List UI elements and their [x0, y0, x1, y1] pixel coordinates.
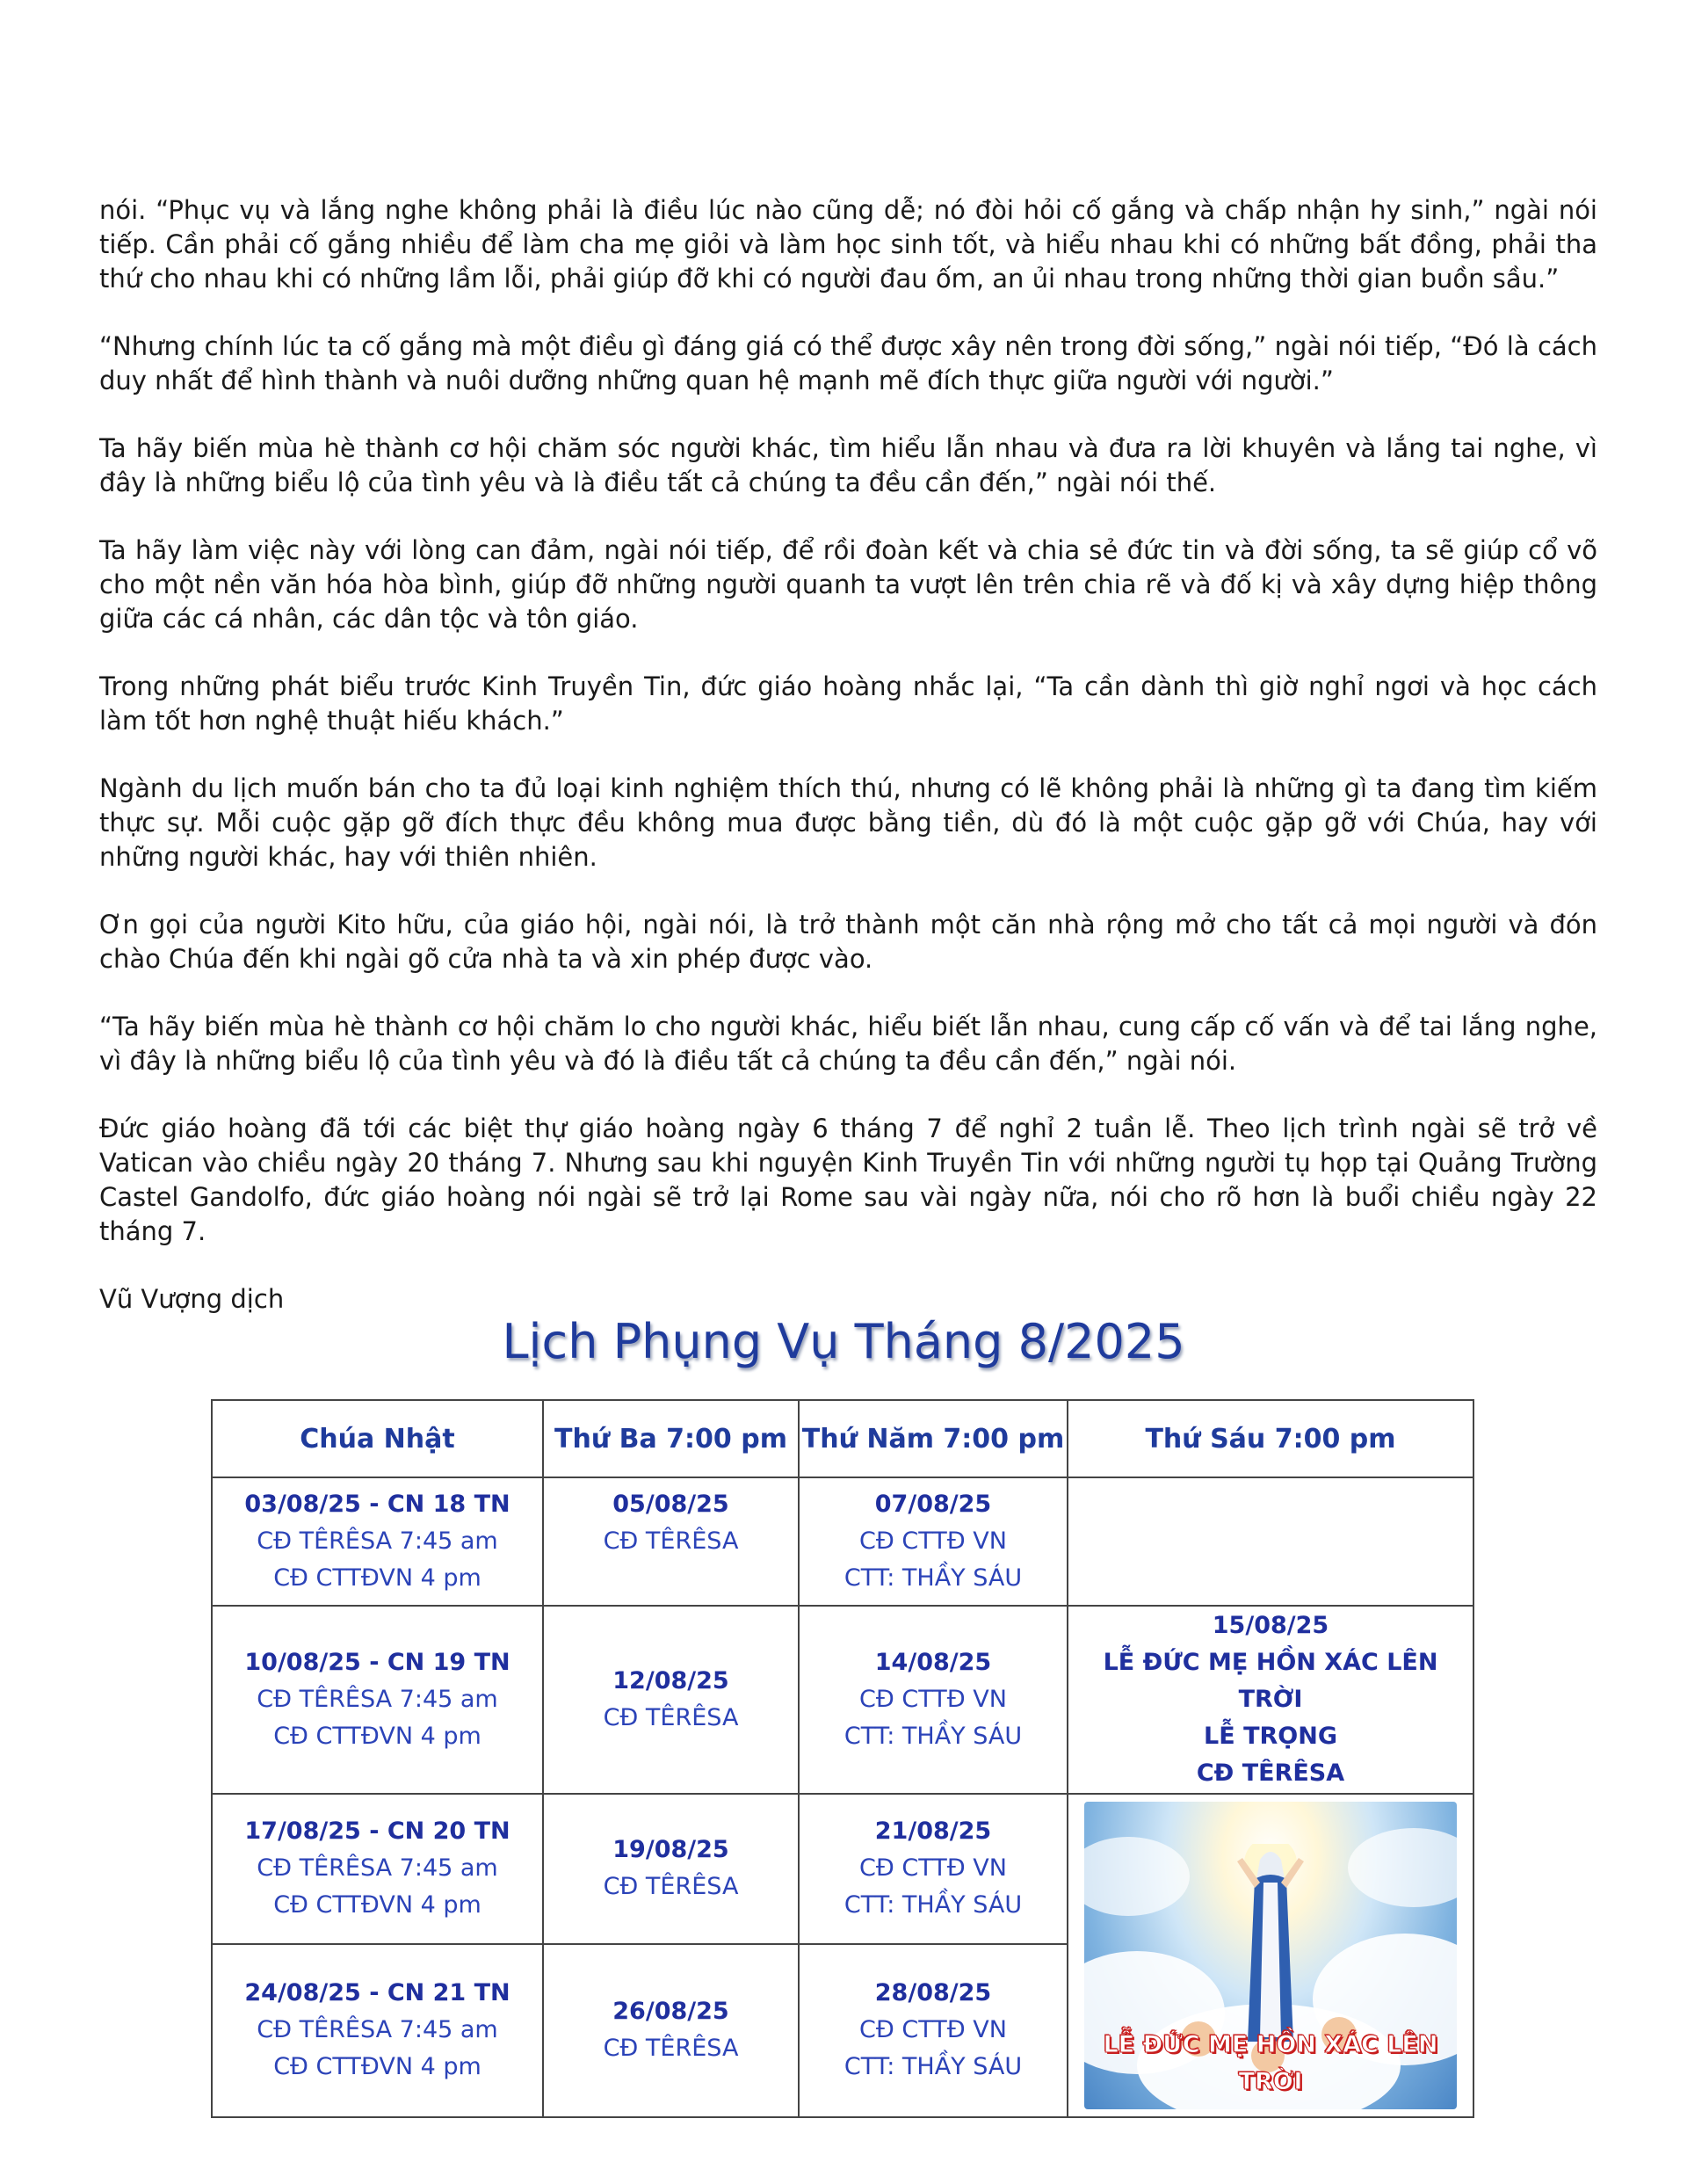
date-label: 17/08/25 - CN 20 TN	[244, 1818, 510, 1846]
date-label: 14/08/25	[874, 1649, 992, 1676]
translator-credit: Vũ Vượng dịch	[99, 1284, 285, 1314]
thursday-cell	[799, 1606, 1068, 1794]
mass-line: CĐ TÊRÊSA	[603, 1527, 739, 1555]
date-label: 15/08/25	[1212, 1612, 1329, 1639]
liturgy-calendar-table	[211, 1399, 1474, 2118]
image-caption: LỄ ĐỨC MẸ HỒN XÁC LÊN TRỜI	[1103, 2031, 1438, 2095]
tuesday-cell	[543, 1477, 799, 1606]
friday-image-cell	[1068, 1794, 1473, 2117]
mass-line: CĐ TÊRÊSA 7:45 am	[257, 1527, 498, 1555]
cloud-shape	[1084, 1837, 1190, 1916]
sunday-cell	[212, 1794, 543, 1944]
article-paragraph: Ngành du lịch muốn bán cho ta đủ loại kinh nghiệm thích thú, nhưng có lẽ không phải là những gì ta đang tìm kiếm thực sự. Mỗi cuộc gặp gỡ đích thực đều không mua được bằng tiền, dù đó là một cuộc gặp gỡ với Chúa, hay với những người khác, hay với thiên nhiên.	[99, 773, 1597, 872]
friday-cell	[1068, 1606, 1473, 1794]
sunday-cell	[212, 1944, 543, 2117]
article-paragraph: “Nhưng chính lúc ta cố gắng mà một điều gì đáng giá có thể được xây nên trong đời sống,” ngài nói tiếp, “Đó là cách duy nhất để hình thành và nuôi dưỡng những quan hệ mạnh mẽ đích thực giữa người với người.”	[99, 331, 1597, 395]
mass-line: CĐ CTTĐ VN	[859, 1527, 1007, 1555]
mass-line: CTT: THẦY SÁU	[844, 2053, 1023, 2081]
date-label: 10/08/25 - CN 19 TN	[244, 1649, 510, 1676]
date-label: 21/08/25	[874, 1818, 992, 1846]
thursday-cell	[799, 1944, 1068, 2117]
table-header-row	[212, 1400, 1473, 1477]
calendar-title: Lịch Phụng Vụ Tháng 8/2025	[502, 1314, 1185, 1369]
date-label: 12/08/25	[612, 1667, 729, 1694]
mass-line: CĐ TÊRÊSA	[603, 1704, 739, 1731]
virgin-mary-figure	[1235, 1844, 1306, 2046]
date-label: 24/08/25 - CN 21 TN	[244, 1979, 510, 2007]
date-label: 28/08/25	[874, 1979, 992, 2007]
mass-line: CĐ TÊRÊSA 7:45 am	[257, 1854, 498, 1883]
article-paragraph: Ơn gọi của người Kito hữu, của giáo hội, ngài nói, là trở thành một căn nhà rộng mở cho tất cả mọi người và đón chào Chúa đến khi ngài gõ cửa nhà ta và xin phép được vào.	[99, 910, 1597, 974]
mass-line: CĐ TÊRÊSA	[603, 1873, 739, 1901]
article-paragraph: “Ta hãy biến mùa hè thành cơ hội chăm lo cho người khác, hiểu biết lẫn nhau, cung cấp cố vấn và để tai lắng nghe, vì đây là những biểu lộ của tình yêu và đó là điều tất cả chúng ta đều cần đến,” ngài nói.	[99, 1012, 1597, 1076]
table-row	[212, 1477, 1473, 1606]
tuesday-cell	[543, 1606, 799, 1794]
mass-line: CĐ CTTĐVN 4 pm	[273, 1891, 481, 1919]
table-row	[212, 1606, 1473, 1794]
mass-line: CTT: THẦY SÁU	[844, 1723, 1023, 1750]
assumption-image	[1084, 1802, 1457, 2109]
mass-line: CĐ TÊRÊSA	[603, 2035, 739, 2063]
thursday-cell	[799, 1794, 1068, 1944]
mass-line: CĐ TÊRÊSA 7:45 am	[257, 2016, 498, 2044]
date-label: 19/08/25	[612, 1836, 729, 1864]
article-body	[99, 193, 1597, 1317]
mass-line: CTT: THẦY SÁU	[844, 1564, 1023, 1592]
friday-cell-empty	[1068, 1477, 1473, 1606]
sunday-cell	[212, 1606, 543, 1794]
feast-rank: LỄ TRỌNG	[1204, 1723, 1337, 1750]
feast-name: LỄ ĐỨC MẸ HỒN XÁC LÊN TRỜI	[1103, 1649, 1438, 1713]
mass-line: CĐ CTTĐVN 4 pm	[273, 2053, 481, 2081]
mass-line: CĐ CTTĐ VN	[859, 1854, 1007, 1883]
article-paragraph: Đức giáo hoàng đã tới các biệt thự giáo hoàng ngày 6 tháng 7 để nghỉ 2 tuần lễ. Theo lịch trình ngài sẽ trở về Vatican vào chiều ngày 20 tháng 7. Nhưng sau khi nguyện Kinh Truyền Tin với những người tụ họp tại Quảng Trường Castel Gandolfo, đức giáo hoàng nói ngài sẽ trở lại Rome sau vài ngày nữa, nói cho rõ hơn là buổi chiều ngày 22 tháng 7.	[99, 1114, 1597, 1246]
date-label: 03/08/25 - CN 18 TN	[244, 1491, 510, 1518]
sunday-cell	[212, 1477, 543, 1606]
article-paragraph: Ta hãy biến mùa hè thành cơ hội chăm sóc người khác, tìm hiểu lẫn nhau và đưa ra lời khuyên và lắng tai nghe, vì đây là những biểu lộ của tình yêu và là điều tất cả chúng ta đều cần đến,” ngài nói thế.	[99, 433, 1597, 497]
header-sunday: Chúa Nhật	[212, 1400, 543, 1477]
article-paragraph: Ta hãy làm việc này với lòng can đảm, ngài nói tiếp, để rồi đoàn kết và chia sẻ đức tin và đời sống, ta sẽ giúp cổ võ cho một nền văn hóa hòa bình, giúp đỡ những người quanh ta vượt lên trên chia rẽ và đố kị và xây dựng hiệp thông giữa các cá nhân, các dân tộc và tôn giáo.	[99, 535, 1597, 634]
header-thursday: Thứ Năm 7:00 pm	[799, 1400, 1068, 1477]
header-tuesday: Thứ Ba 7:00 pm	[543, 1400, 799, 1477]
mass-line: CĐ CTTĐ VN	[859, 1686, 1007, 1713]
header-friday: Thứ Sáu 7:00 pm	[1068, 1400, 1473, 1477]
article-paragraph: Trong những phát biểu trước Kinh Truyền Tin, đức giáo hoàng nhắc lại, “Ta cần dành thì giờ nghỉ ngơi và học cách làm tốt hơn nghệ thuật hiếu khách.”	[99, 671, 1597, 736]
date-label: 26/08/25	[612, 1998, 729, 2026]
mass-line: CĐ TÊRÊSA	[1196, 1760, 1345, 1787]
mass-line: CĐ CTTĐVN 4 pm	[273, 1564, 481, 1592]
table-row	[212, 1794, 1473, 1944]
cloud-shape	[1348, 1828, 1457, 1907]
article-paragraph: nói. “Phục vụ và lắng nghe không phải là điều lúc nào cũng dễ; nó đòi hỏi cố gắng và chấp nhận hy sinh,” ngài nói tiếp. Cần phải cố gắng nhiều để làm cha mẹ giỏi và làm học sinh tốt, và hiểu nhau khi có những bất đồng, phải tha thứ cho nhau khi có những lầm lỗi, phải giúp đỡ khi có người đau ốm, an ủi nhau trong những thời gian buồn sầu.”	[99, 195, 1597, 294]
mass-line: CĐ CTTĐ VN	[859, 2016, 1007, 2044]
tuesday-cell	[543, 1794, 799, 1944]
thursday-cell	[799, 1477, 1068, 1606]
mass-line: CĐ TÊRÊSA 7:45 am	[257, 1686, 498, 1713]
mass-line: CĐ CTTĐVN 4 pm	[273, 1723, 481, 1750]
mass-line: CTT: THẦY SÁU	[844, 1891, 1023, 1919]
date-label: 05/08/25	[612, 1491, 729, 1518]
date-label: 07/08/25	[874, 1491, 992, 1518]
tuesday-cell	[543, 1944, 799, 2117]
